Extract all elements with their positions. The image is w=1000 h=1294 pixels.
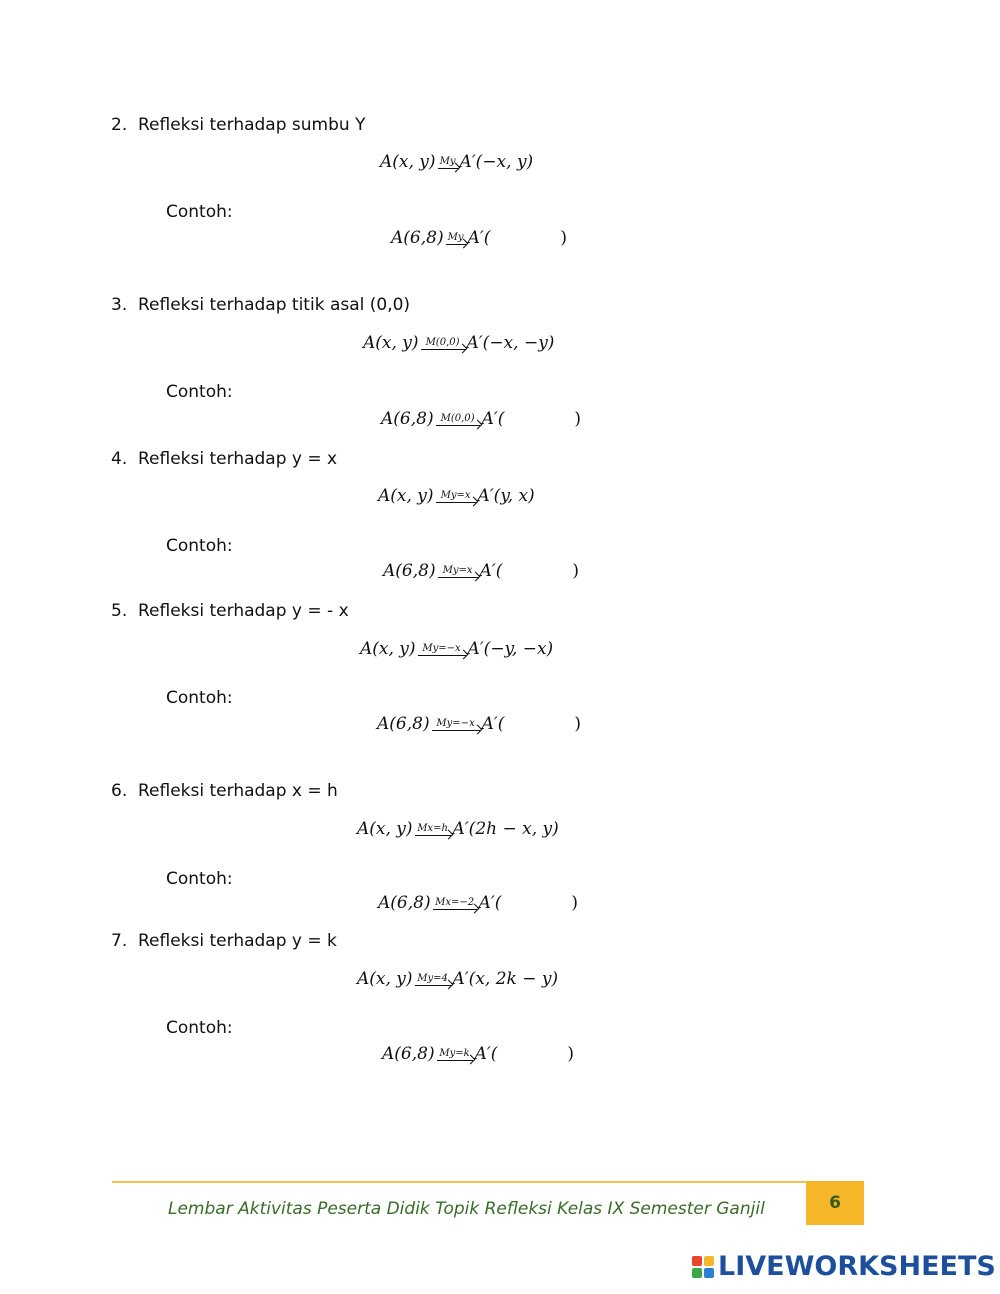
- transform-label: M(0,0): [440, 413, 475, 424]
- transform-label: M(0,0): [425, 337, 460, 348]
- example-label: Contoh:: [166, 536, 233, 556]
- transform-label: My: [439, 156, 456, 167]
- section-heading: [111, 601, 349, 621]
- transform-label: Mx=−2: [435, 897, 475, 908]
- transform-label: My=4: [417, 973, 448, 984]
- transform-label: My: [447, 232, 464, 243]
- example-lhs: A(6,8): [381, 409, 434, 429]
- example-lhs: A(6,8): [382, 1044, 435, 1064]
- answer-blank[interactable]: [502, 561, 572, 581]
- example-formula: [382, 1044, 574, 1064]
- section-number: 4.: [111, 449, 128, 469]
- example-rhs-close: ): [560, 228, 567, 248]
- example-formula: [391, 228, 567, 248]
- example-rhs-open: A′(: [479, 561, 503, 581]
- example-rhs-open: A′(: [474, 1044, 498, 1064]
- formula-rhs: A′(y, x): [477, 486, 535, 506]
- formula-rhs: A′(−y, −x): [467, 639, 554, 659]
- transform-label: My=x: [440, 490, 471, 501]
- transform-label: My=−x: [436, 718, 475, 729]
- liveworksheets-logo[interactable]: [692, 1251, 996, 1282]
- transform-label: My=−x: [422, 643, 461, 654]
- example-formula: [381, 409, 581, 429]
- example-rhs-close: ): [574, 409, 581, 429]
- general-formula: [363, 333, 554, 353]
- arrow-icon: [432, 719, 480, 733]
- arrow-icon: [421, 338, 465, 352]
- general-formula: [380, 152, 533, 172]
- arrow-icon: [438, 566, 478, 580]
- transform-label: My=x: [442, 565, 473, 576]
- general-formula: [378, 486, 535, 506]
- section-heading: [111, 931, 337, 951]
- footer-title: Lembar Aktivitas Peserta Didik Topik Refleksi Kelas IX Semester Ganjil: [168, 1199, 765, 1219]
- general-formula: [357, 969, 558, 989]
- general-formula: [360, 639, 553, 659]
- section-title: Refleksi terhadap x = h: [138, 781, 338, 801]
- formula-rhs: A′(x, 2k − y): [452, 969, 559, 989]
- transform-label: Mx=h: [417, 823, 448, 834]
- example-formula: [377, 714, 581, 734]
- arrow-icon: [433, 898, 477, 912]
- section-number: 5.: [111, 601, 128, 621]
- formula-lhs: A(x, y): [357, 819, 413, 839]
- formula-lhs: A(x, y): [360, 639, 416, 659]
- example-rhs-open: A′(: [481, 409, 505, 429]
- example-label: Contoh:: [166, 1018, 233, 1038]
- section-heading: [111, 781, 338, 801]
- example-rhs-open: A′(: [467, 228, 491, 248]
- section-title: Refleksi terhadap y = k: [138, 931, 337, 951]
- answer-blank[interactable]: [501, 893, 571, 913]
- formula-rhs: A′(2h − x, y): [452, 819, 559, 839]
- arrow-icon: [436, 414, 480, 428]
- formula-lhs: A(x, y): [378, 486, 434, 506]
- answer-blank[interactable]: [504, 714, 574, 734]
- example-rhs-close: ): [567, 1044, 574, 1064]
- transform-label: My=k: [439, 1048, 470, 1059]
- example-label: Contoh:: [166, 382, 233, 402]
- example-formula: [383, 561, 579, 581]
- arrow-icon: [415, 824, 451, 838]
- section-title: Refleksi terhadap y = x: [138, 449, 338, 469]
- example-rhs-close: ): [572, 561, 579, 581]
- example-label: Contoh:: [166, 869, 233, 889]
- answer-blank[interactable]: [490, 228, 560, 248]
- arrow-icon: [418, 644, 466, 658]
- example-formula: [378, 893, 578, 913]
- section-title: Refleksi terhadap y = - x: [138, 601, 349, 621]
- formula-lhs: A(x, y): [363, 333, 419, 353]
- section-number: 7.: [111, 931, 128, 951]
- example-label: Contoh:: [166, 688, 233, 708]
- arrow-icon: [438, 157, 458, 171]
- formula-lhs: A(x, y): [357, 969, 413, 989]
- example-rhs-close: ): [574, 714, 581, 734]
- logo-wordmark: LIVEWORKSHEETS: [718, 1251, 996, 1282]
- example-rhs-open: A′(: [478, 893, 502, 913]
- section-heading: [111, 449, 337, 469]
- answer-blank[interactable]: [504, 409, 574, 429]
- arrow-icon: [437, 1049, 473, 1063]
- arrow-icon: [446, 233, 466, 247]
- section-number: 3.: [111, 295, 128, 315]
- formula-rhs: A′(−x, y): [459, 152, 534, 172]
- example-rhs-close: ): [571, 893, 578, 913]
- example-lhs: A(6,8): [377, 714, 430, 734]
- example-label: Contoh:: [166, 202, 233, 222]
- section-title: Refleksi terhadap sumbu Y: [138, 115, 366, 135]
- example-lhs: A(6,8): [383, 561, 436, 581]
- section-heading: [111, 295, 410, 315]
- answer-blank[interactable]: [497, 1044, 567, 1064]
- page-number-badge: 6: [806, 1181, 864, 1225]
- arrow-icon: [436, 491, 476, 505]
- arrow-icon: [415, 974, 451, 988]
- example-rhs-open: A′(: [481, 714, 505, 734]
- example-lhs: A(6,8): [391, 228, 444, 248]
- general-formula: [357, 819, 559, 839]
- footer-divider: [112, 1181, 806, 1183]
- example-lhs: A(6,8): [378, 893, 431, 913]
- formula-rhs: A′(−x, −y): [466, 333, 555, 353]
- section-number: 2.: [111, 115, 128, 135]
- section-number: 6.: [111, 781, 128, 801]
- section-title: Refleksi terhadap titik asal (0,0): [138, 295, 411, 315]
- logo-mark-icon: [692, 1256, 714, 1278]
- formula-lhs: A(x, y): [380, 152, 436, 172]
- section-heading: [111, 115, 365, 135]
